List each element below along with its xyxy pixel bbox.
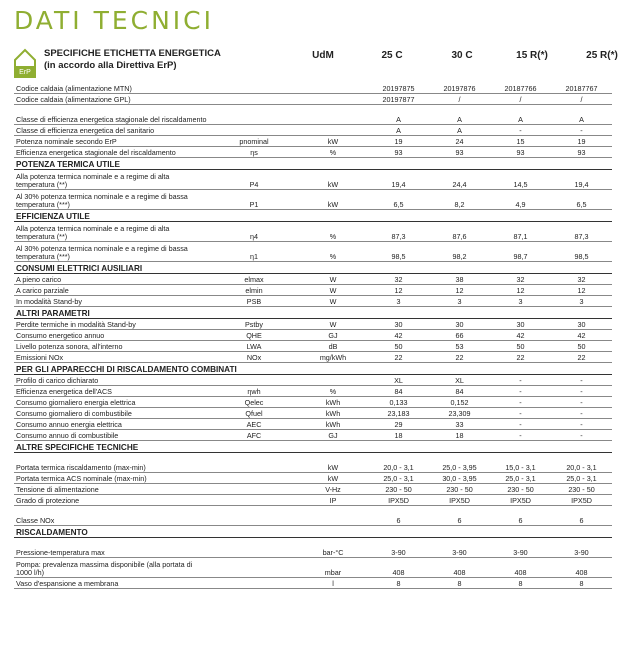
value-25c: 20197875: [368, 83, 429, 94]
value-25c: 19,4: [368, 170, 429, 190]
value-15r: 230 - 50: [490, 484, 551, 495]
value-25r: -: [551, 375, 612, 386]
value-15r: -: [490, 386, 551, 397]
section-title: PER GLI APPARECCHI DI RISCALDAMENTO COMBINATI: [14, 363, 612, 375]
row-unit: %: [298, 222, 368, 242]
row-symbol: AFC: [210, 430, 298, 441]
table-row: [14, 352, 612, 363]
value-25r: 87,3: [551, 222, 612, 242]
row-label: Perdite termiche in modalità Stand-by: [14, 319, 210, 330]
table-row: [14, 484, 612, 495]
row-symbol: η1: [210, 242, 298, 262]
row-label: Emissioni NOx: [14, 352, 210, 363]
value-15r: 98,7: [490, 242, 551, 262]
row-unit: %: [298, 242, 368, 262]
value-30c: 20197876: [429, 83, 490, 94]
value-25c: IPX5D: [368, 495, 429, 506]
erp-logo-text: ErP: [19, 69, 31, 76]
row-label: Consumo giornaliero energia elettrica: [14, 397, 210, 408]
row-label: Portata termica ACS nominale (max-min): [14, 473, 210, 484]
table-row: [14, 319, 612, 330]
value-15r: 15: [490, 136, 551, 147]
table-row: [14, 242, 612, 262]
col-header-15r: 15 R(*): [516, 50, 548, 61]
value-25r: 3-90: [551, 538, 612, 558]
row-label: Pompa: prevalenza massima disponibile (alla portata di 1000 l/h): [14, 558, 210, 578]
value-25r: -: [551, 125, 612, 136]
section-header: [14, 158, 612, 170]
row-label: Pressione-temperatura max: [14, 538, 210, 558]
row-label: Potenza nominale secondo ErP: [14, 136, 210, 147]
row-unit: GJ: [298, 330, 368, 341]
row-unit: kW: [298, 136, 368, 147]
value-25r: 22: [551, 352, 612, 363]
table-row: [14, 105, 612, 125]
table-row: [14, 538, 612, 558]
row-unit: W: [298, 319, 368, 330]
value-25r: 12: [551, 285, 612, 296]
value-15r: 20187766: [490, 83, 551, 94]
value-30c: XL: [429, 375, 490, 386]
row-symbol: ηs: [210, 147, 298, 158]
row-unit: l: [298, 578, 368, 589]
section-header: [14, 262, 612, 274]
row-label: Consumo annuo di combustibile: [14, 430, 210, 441]
table-row: [14, 453, 612, 473]
row-unit: [298, 375, 368, 386]
value-15r: A: [490, 105, 551, 125]
value-30c: 8,2: [429, 190, 490, 210]
value-15r: -: [490, 419, 551, 430]
value-30c: IPX5D: [429, 495, 490, 506]
value-25c: 93: [368, 147, 429, 158]
table-row: [14, 506, 612, 526]
value-25c: 230 - 50: [368, 484, 429, 495]
table-row: [14, 558, 612, 578]
table-row: [14, 397, 612, 408]
value-25r: 408: [551, 558, 612, 578]
value-25c: 12: [368, 285, 429, 296]
value-30c: 23,309: [429, 408, 490, 419]
table-row: [14, 274, 612, 285]
table-row: [14, 222, 612, 242]
value-15r: -: [490, 397, 551, 408]
value-25r: 6: [551, 506, 612, 526]
row-label: Codice caldaia (alimentazione MTN): [14, 83, 210, 94]
row-unit: [298, 94, 368, 105]
value-30c: 93: [429, 147, 490, 158]
row-symbol: NOx: [210, 352, 298, 363]
row-label: Tensione di alimentazione: [14, 484, 210, 495]
row-unit: IP: [298, 495, 368, 506]
row-symbol: [210, 538, 298, 558]
value-15r: 15,0 - 3,1: [490, 453, 551, 473]
section-title: EFFICIENZA UTILE: [14, 210, 612, 222]
row-label: Profilo di carico dichiarato: [14, 375, 210, 386]
row-label: Codice caldaia (alimentazione GPL): [14, 94, 210, 105]
row-label: Al 30% potenza termica nominale e a regime di bassa temperatura (***): [14, 190, 210, 210]
row-symbol: [210, 94, 298, 105]
value-25r: -: [551, 430, 612, 441]
row-unit: mg/kWh: [298, 352, 368, 363]
row-label: Vaso d'espansione a membrana: [14, 578, 210, 589]
row-unit: kW: [298, 453, 368, 473]
value-15r: 87,1: [490, 222, 551, 242]
value-15r: 32: [490, 274, 551, 285]
value-25c: 84: [368, 386, 429, 397]
row-symbol: [210, 453, 298, 473]
row-symbol: [210, 558, 298, 578]
row-unit: W: [298, 285, 368, 296]
row-unit: W: [298, 296, 368, 307]
row-symbol: P4: [210, 170, 298, 190]
value-30c: 38: [429, 274, 490, 285]
table-row: [14, 419, 612, 430]
row-symbol: [210, 105, 298, 125]
row-label: Portata termica riscaldamento (max-min): [14, 453, 210, 473]
value-15r: 22: [490, 352, 551, 363]
row-symbol: [210, 125, 298, 136]
row-label: Alla potenza termica nominale e a regime di alta temperatura (**): [14, 222, 210, 242]
value-15r: 25,0 - 3,1: [490, 473, 551, 484]
value-25r: A: [551, 105, 612, 125]
table-row: [14, 125, 612, 136]
row-unit: %: [298, 147, 368, 158]
row-symbol: [210, 484, 298, 495]
table-row: [14, 341, 612, 352]
energy-label-line2: (in accordo alla Direttiva ErP): [44, 60, 177, 71]
value-25r: 20187767: [551, 83, 612, 94]
row-symbol: pnominal: [210, 136, 298, 147]
value-25c: XL: [368, 375, 429, 386]
value-15r: 42: [490, 330, 551, 341]
row-symbol: [210, 506, 298, 526]
value-15r: /: [490, 94, 551, 105]
value-15r: 3-90: [490, 538, 551, 558]
row-symbol: Qfuel: [210, 408, 298, 419]
value-30c: 8: [429, 578, 490, 589]
section-header: [14, 210, 612, 222]
row-label: Consumo giornaliero di combustibile: [14, 408, 210, 419]
value-30c: 66: [429, 330, 490, 341]
value-30c: 230 - 50: [429, 484, 490, 495]
table-row: [14, 170, 612, 190]
value-15r: -: [490, 408, 551, 419]
row-unit: dB: [298, 341, 368, 352]
row-symbol: η4: [210, 222, 298, 242]
table-row: [14, 296, 612, 307]
value-25c: 25,0 - 3,1: [368, 473, 429, 484]
section-header: [14, 307, 612, 319]
value-25r: 6,5: [551, 190, 612, 210]
table-row: [14, 375, 612, 386]
value-25c: 29: [368, 419, 429, 430]
value-15r: 6: [490, 506, 551, 526]
value-25r: 98,5: [551, 242, 612, 262]
row-label: Efficienza energetica stagionale del riscaldamento: [14, 147, 210, 158]
value-25c: 50: [368, 341, 429, 352]
value-15r: 93: [490, 147, 551, 158]
row-unit: kW: [298, 473, 368, 484]
value-25r: -: [551, 419, 612, 430]
value-25r: 50: [551, 341, 612, 352]
value-15r: 30: [490, 319, 551, 330]
value-30c: 30,0 - 3,95: [429, 473, 490, 484]
value-25c: 6,5: [368, 190, 429, 210]
row-unit: kWh: [298, 419, 368, 430]
value-30c: 6: [429, 506, 490, 526]
value-30c: 3-90: [429, 538, 490, 558]
value-30c: 408: [429, 558, 490, 578]
row-label: Livello potenza sonora, all'interno: [14, 341, 210, 352]
table-row: [14, 430, 612, 441]
value-30c: 22: [429, 352, 490, 363]
value-25r: 25,0 - 3,1: [551, 473, 612, 484]
row-label: Classe di efficienza energetica del sanitario: [14, 125, 210, 136]
value-15r: 4,9: [490, 190, 551, 210]
table-row: [14, 190, 612, 210]
value-30c: 18: [429, 430, 490, 441]
value-30c: 84: [429, 386, 490, 397]
value-25r: IPX5D: [551, 495, 612, 506]
row-symbol: [210, 375, 298, 386]
table-row: [14, 136, 612, 147]
value-30c: 53: [429, 341, 490, 352]
value-30c: 24: [429, 136, 490, 147]
value-25c: 3-90: [368, 538, 429, 558]
table-row: [14, 83, 612, 94]
value-25r: 19: [551, 136, 612, 147]
table-row: [14, 386, 612, 397]
value-15r: 3: [490, 296, 551, 307]
value-15r: 408: [490, 558, 551, 578]
row-label: Consumo energetico annuo: [14, 330, 210, 341]
value-25r: 19,4: [551, 170, 612, 190]
table-row: [14, 473, 612, 484]
row-symbol: ηwh: [210, 386, 298, 397]
table-row: [14, 285, 612, 296]
section-title: RISCALDAMENTO: [14, 526, 612, 538]
row-label: Al 30% potenza termica nominale e a regime di bassa temperatura (***): [14, 242, 210, 262]
row-unit: kW: [298, 190, 368, 210]
value-25r: -: [551, 397, 612, 408]
value-25c: 23,183: [368, 408, 429, 419]
value-15r: -: [490, 430, 551, 441]
value-25c: 0,133: [368, 397, 429, 408]
col-header-25r: 25 R(*): [586, 50, 618, 61]
value-30c: 0,152: [429, 397, 490, 408]
row-symbol: PSB: [210, 296, 298, 307]
section-header: [14, 441, 612, 453]
row-label: Consumo annuo energia elettrica: [14, 419, 210, 430]
value-15r: 8: [490, 578, 551, 589]
value-15r: 50: [490, 341, 551, 352]
value-25c: 19: [368, 136, 429, 147]
value-25r: 8: [551, 578, 612, 589]
value-30c: 25,0 - 3,95: [429, 453, 490, 473]
value-25c: 42: [368, 330, 429, 341]
value-15r: -: [490, 125, 551, 136]
row-label: Classe di efficienza energetica stagionale del riscaldamento: [14, 105, 210, 125]
value-30c: 12: [429, 285, 490, 296]
section-title: ALTRI PARAMETRI: [14, 307, 612, 319]
col-header-udm: UdM: [312, 50, 334, 61]
value-25r: -: [551, 386, 612, 397]
row-symbol: P1: [210, 190, 298, 210]
row-unit: kWh: [298, 408, 368, 419]
row-label: Efficienza energetica dell'ACS: [14, 386, 210, 397]
row-symbol: [210, 578, 298, 589]
section-title: POTENZA TERMICA UTILE: [14, 158, 612, 170]
row-symbol: Qelec: [210, 397, 298, 408]
section-header: [14, 526, 612, 538]
table-row: [14, 94, 612, 105]
value-25c: A: [368, 105, 429, 125]
value-25c: 20197877: [368, 94, 429, 105]
row-symbol: elmin: [210, 285, 298, 296]
value-25c: 6: [368, 506, 429, 526]
row-symbol: [210, 83, 298, 94]
value-15r: IPX5D: [490, 495, 551, 506]
row-symbol: [210, 495, 298, 506]
value-25r: 30: [551, 319, 612, 330]
col-header-25c: 25 C: [381, 50, 403, 61]
value-25c: 18: [368, 430, 429, 441]
table-row: [14, 147, 612, 158]
value-30c: 24,4: [429, 170, 490, 190]
value-15r: 12: [490, 285, 551, 296]
value-25r: -: [551, 408, 612, 419]
row-unit: [298, 83, 368, 94]
value-25c: 408: [368, 558, 429, 578]
row-symbol: LWA: [210, 341, 298, 352]
value-25c: 20,0 - 3,1: [368, 453, 429, 473]
row-symbol: QHE: [210, 330, 298, 341]
section-title: ALTRE SPECIFICHE TECNICHE: [14, 441, 612, 453]
row-symbol: elmax: [210, 274, 298, 285]
row-label: Grado di protezione: [14, 495, 210, 506]
table-row: [14, 408, 612, 419]
value-25c: 3: [368, 296, 429, 307]
value-25c: 22: [368, 352, 429, 363]
value-30c: 33: [429, 419, 490, 430]
value-25c: 30: [368, 319, 429, 330]
erp-house-icon: [14, 48, 36, 78]
row-label: A pieno carico: [14, 274, 210, 285]
row-unit: bar-°C: [298, 538, 368, 558]
row-unit: W: [298, 274, 368, 285]
row-unit: [298, 105, 368, 125]
section-title: CONSUMI ELETTRICI AUSILIARI: [14, 262, 612, 274]
value-25c: 98,5: [368, 242, 429, 262]
row-unit: [298, 506, 368, 526]
value-25c: 87,3: [368, 222, 429, 242]
row-unit: mbar: [298, 558, 368, 578]
table-row: [14, 330, 612, 341]
row-symbol: Pstby: [210, 319, 298, 330]
value-25c: 32: [368, 274, 429, 285]
row-unit: %: [298, 386, 368, 397]
page-title: DATI TECNICI: [14, 6, 214, 35]
value-25r: 32: [551, 274, 612, 285]
value-25r: 93: [551, 147, 612, 158]
value-30c: A: [429, 125, 490, 136]
value-30c: 87,6: [429, 222, 490, 242]
row-unit: kW: [298, 170, 368, 190]
table-row: [14, 495, 612, 506]
value-25r: 230 - 50: [551, 484, 612, 495]
value-25r: 42: [551, 330, 612, 341]
row-unit: V-Hz: [298, 484, 368, 495]
row-symbol: [210, 473, 298, 484]
value-30c: A: [429, 105, 490, 125]
value-30c: 3: [429, 296, 490, 307]
row-unit: [298, 125, 368, 136]
value-30c: /: [429, 94, 490, 105]
col-header-30c: 30 C: [451, 50, 473, 61]
row-label: Alla potenza termica nominale e a regime di alta temperatura (**): [14, 170, 210, 190]
row-unit: kWh: [298, 397, 368, 408]
value-25r: /: [551, 94, 612, 105]
row-label: Classe NOx: [14, 506, 210, 526]
row-label: A carico parziale: [14, 285, 210, 296]
row-label: In modalità Stand-by: [14, 296, 210, 307]
value-25c: A: [368, 125, 429, 136]
value-25c: 8: [368, 578, 429, 589]
value-15r: 14,5: [490, 170, 551, 190]
section-header: [14, 363, 612, 375]
value-25r: 3: [551, 296, 612, 307]
value-30c: 30: [429, 319, 490, 330]
spec-table: [14, 83, 612, 589]
value-25r: 20,0 - 3,1: [551, 453, 612, 473]
value-30c: 98,2: [429, 242, 490, 262]
table-row: [14, 578, 612, 589]
value-15r: -: [490, 375, 551, 386]
row-unit: GJ: [298, 430, 368, 441]
energy-label-line1: SPECIFICHE ETICHETTA ENERGETICA: [44, 48, 221, 59]
row-symbol: AEC: [210, 419, 298, 430]
energy-label-heading: [44, 48, 221, 72]
